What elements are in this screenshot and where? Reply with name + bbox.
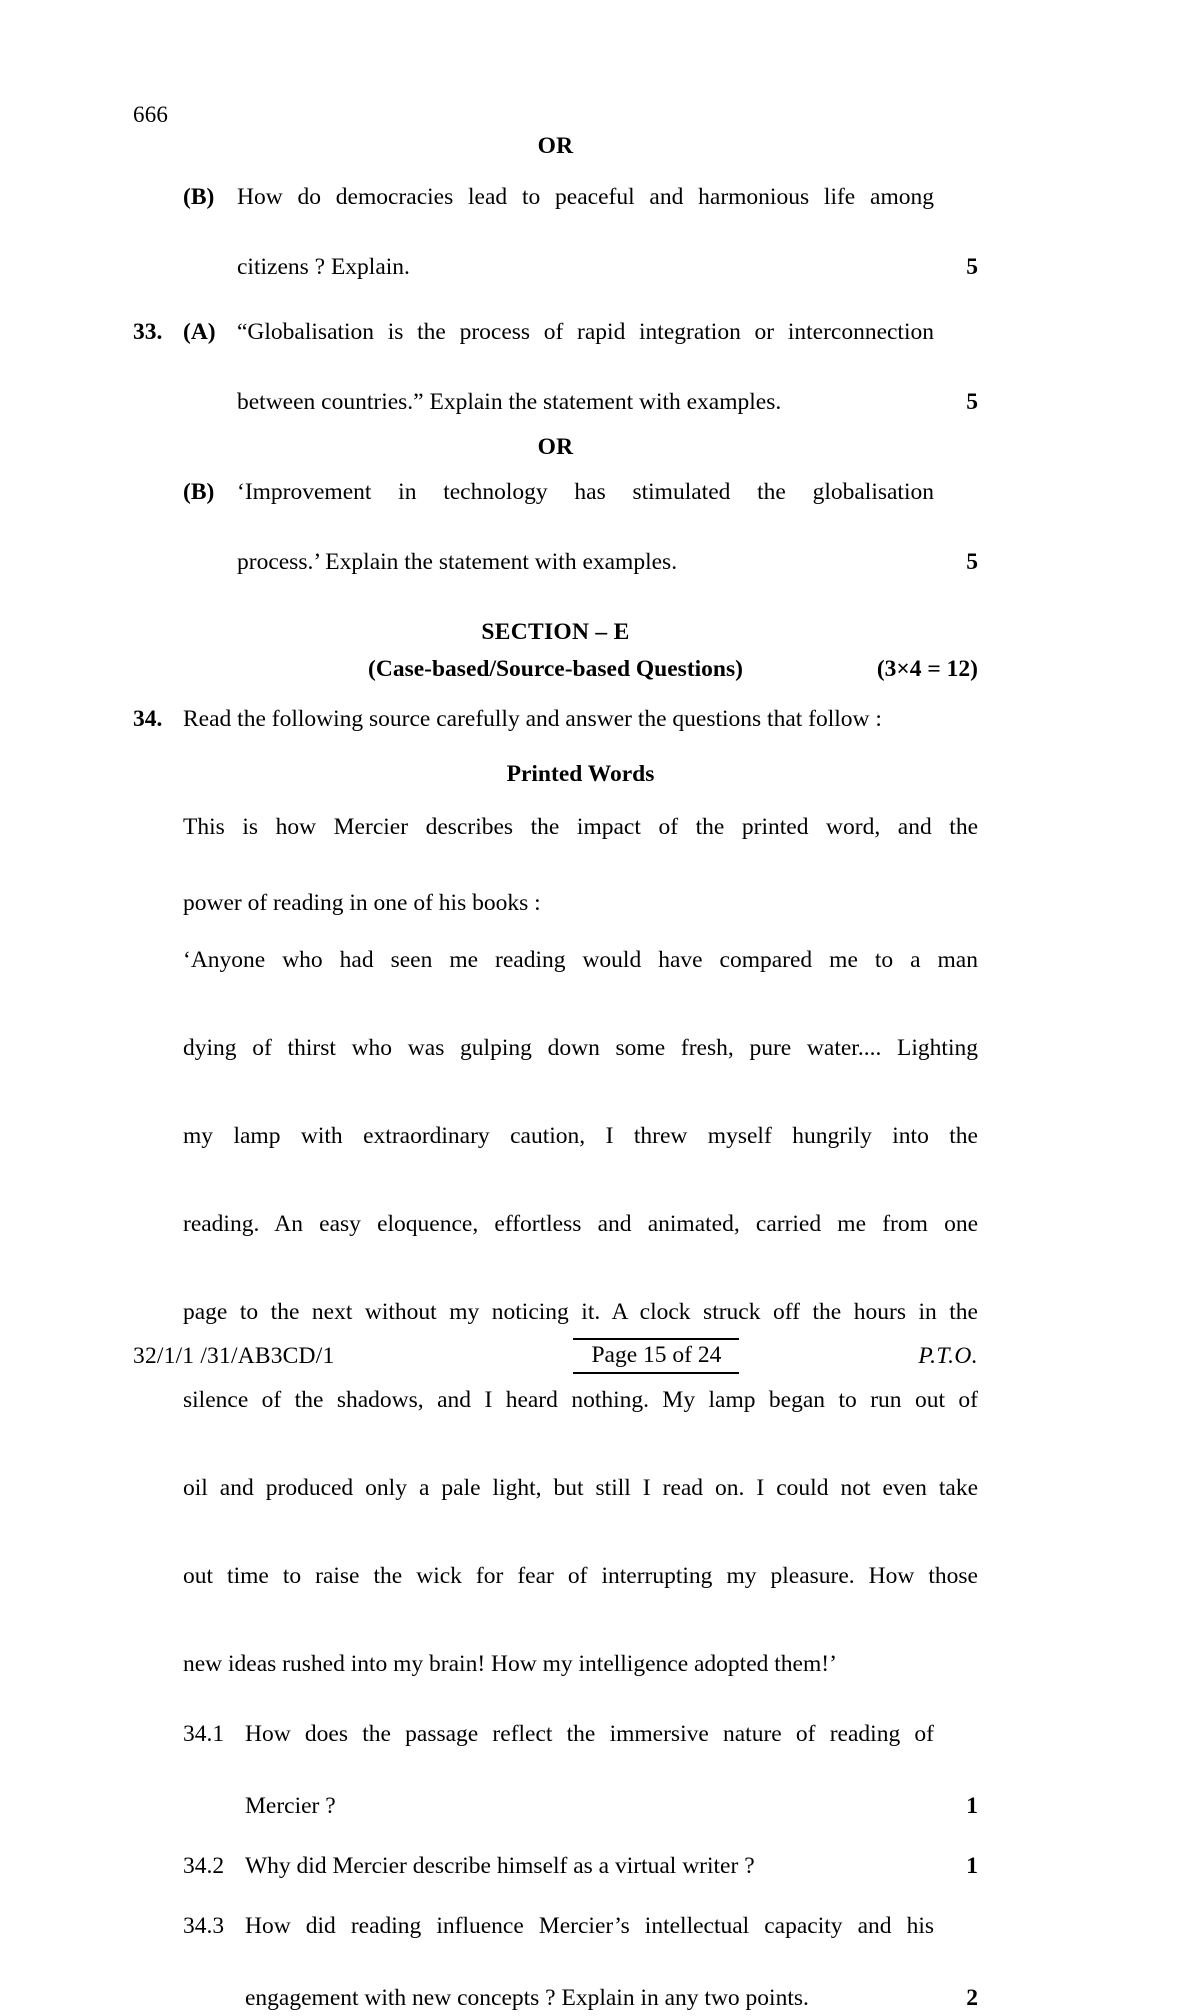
section-marks: (3×4 = 12) bbox=[876, 656, 978, 682]
question-34-number: 34. bbox=[133, 706, 163, 732]
source-lead-line1: This is how Mercier describes the impact of the printed word, and the bbox=[183, 814, 978, 840]
passage-line-6: silence of the shadows, and I heard nothing. My lamp began to run out of bbox=[183, 1387, 978, 1413]
paper-code: 32/1/1 /31/AB3CD/1 bbox=[133, 1342, 335, 1369]
passage-line-8: out time to raise the wick for fear of interrupting my pleasure. How those bbox=[183, 1563, 978, 1589]
passage-line-9: new ideas rushed into my brain! How my intelligence adopted them!’ bbox=[183, 1651, 837, 1677]
source-quoted-passage bbox=[183, 938, 978, 1686]
question-33b-marks: 5 bbox=[966, 549, 978, 575]
passage-line-7: oil and produced only a pale light, but still I read on. I could not even take bbox=[183, 1475, 978, 1501]
passage-line-3: my lamp with extraordinary caution, I threw myself hungrily into the bbox=[183, 1123, 978, 1149]
question-33a-line2: between countries.” Explain the statement with examples. bbox=[237, 389, 782, 415]
sub-question-34-1-line2: Mercier ? bbox=[245, 1793, 336, 1819]
source-lead-line2: power of reading in one of his books : bbox=[183, 890, 541, 916]
section-title: SECTION – E bbox=[481, 619, 630, 645]
page-content bbox=[133, 133, 978, 2016]
page-number bbox=[573, 1338, 739, 1374]
sub-question-34-2 bbox=[183, 1848, 978, 1884]
sub-question-34-2-line1: Why did Mercier describe himself as a virtual writer ? bbox=[245, 1853, 755, 1879]
source-title: Printed Words bbox=[506, 761, 655, 787]
passage-line-1: ‘Anyone who had seen me reading would have compared me to a man bbox=[183, 947, 978, 973]
question-33-number: 33. bbox=[133, 319, 163, 345]
question-33b-text bbox=[237, 475, 934, 580]
sub-question-34-2-marks: 1 bbox=[966, 1853, 978, 1879]
page-footer bbox=[133, 1338, 978, 1374]
question-33b bbox=[133, 475, 978, 580]
question-33a-marks: 5 bbox=[966, 389, 978, 415]
sub-question-34-1-number: 34.1 bbox=[183, 1721, 225, 1747]
question-32b-line1: How do democracies lead to peaceful and harmonious life among bbox=[237, 184, 934, 210]
question-33b-line2: process.’ Explain the statement with examples. bbox=[237, 549, 678, 575]
question-32b bbox=[133, 180, 978, 285]
page-number-label: Page 15 of 24 bbox=[591, 1342, 722, 1368]
question-32b-marks: 5 bbox=[966, 254, 978, 280]
question-32b-text bbox=[237, 180, 934, 285]
sub-question-34-3-marks: 2 bbox=[966, 1985, 978, 2011]
question-33a-text bbox=[237, 315, 934, 420]
or-separator-2: OR bbox=[537, 434, 574, 460]
sub-question-34-1-marks: 1 bbox=[966, 1793, 978, 1819]
question-33a bbox=[133, 315, 978, 420]
question-34-body bbox=[183, 702, 978, 1686]
sub-question-34-1 bbox=[183, 1716, 978, 1824]
sub-question-34-3-text bbox=[245, 1908, 934, 2016]
sub-question-34-3-line2: engagement with new concepts ? Explain in any two points. bbox=[245, 1985, 809, 2011]
sub-question-34-3-line1: How did reading influence Mercier’s intellectual capacity and his bbox=[245, 1913, 934, 1939]
sub-question-34-1-text bbox=[245, 1716, 934, 1824]
passage-line-5: page to the next without my noticing it. A clock struck off the hours in the bbox=[183, 1299, 978, 1325]
question-34 bbox=[133, 702, 978, 1686]
question-33a-line1: “Globalisation is the process of rapid integration or interconnection bbox=[237, 319, 934, 345]
passage-line-4: reading. An easy eloquence, effortless and animated, carried me from one bbox=[183, 1211, 978, 1237]
sub-question-34-2-text bbox=[245, 1848, 934, 1884]
sub-question-34-3-number: 34.3 bbox=[183, 1913, 225, 1939]
sub-question-34-1-line1: How does the passage reflect the immersive nature of reading of bbox=[245, 1721, 934, 1747]
question-33b-option-label: (B) bbox=[183, 479, 215, 505]
question-33a-option-label: (A) bbox=[183, 319, 216, 345]
pto-label: P.T.O. bbox=[918, 1342, 978, 1369]
booklet-code: 666 bbox=[133, 102, 169, 127]
source-lead-paragraph bbox=[183, 808, 978, 922]
question-32b-option-label: (B) bbox=[183, 184, 215, 210]
passage-line-2: dying of thirst who was gulping down some fresh, pure water.... Lighting bbox=[183, 1035, 978, 1061]
question-32b-line2: citizens ? Explain. bbox=[237, 254, 410, 280]
sub-question-34-2-number: 34.2 bbox=[183, 1853, 225, 1879]
question-34-intro: Read the following source carefully and answer the questions that follow : bbox=[183, 706, 882, 732]
question-33b-line1: ‘Improvement in technology has stimulated the globalisation bbox=[237, 479, 934, 505]
section-subtitle-row bbox=[133, 651, 978, 688]
or-separator-1: OR bbox=[537, 133, 574, 159]
sub-question-34-3 bbox=[183, 1908, 978, 2016]
section-subtitle: (Case-based/Source-based Questions) bbox=[368, 656, 743, 682]
